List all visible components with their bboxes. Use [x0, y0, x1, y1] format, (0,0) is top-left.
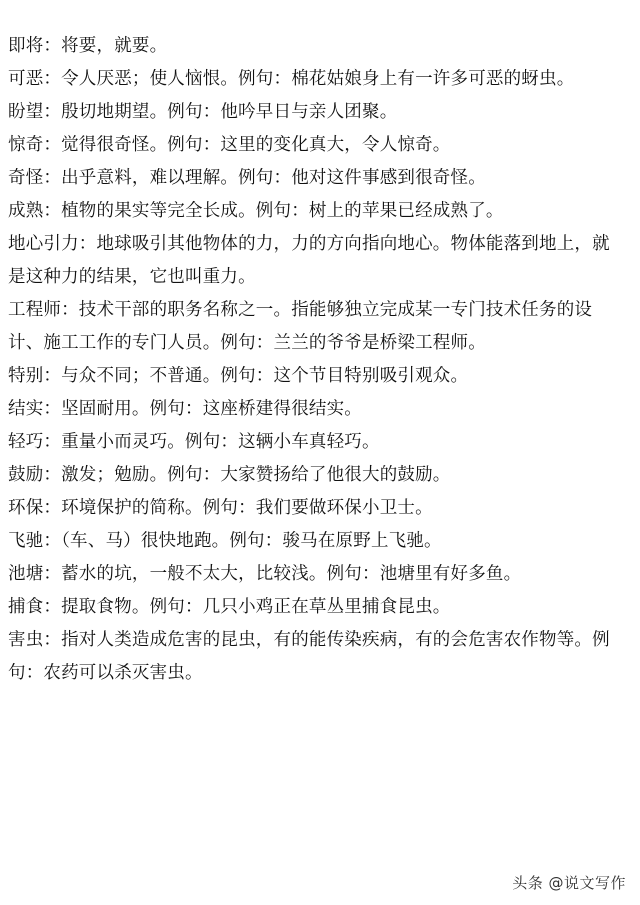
watermark: 头条 @说文写作 [512, 874, 626, 892]
entry-feichi: 飞驰：（车、马）很快地跑。例句：骏马在原野上飞驰。 [8, 531, 442, 551]
entry-bushi: 捕食：提取食物。例句：几只小鸡正在草丛里捕食昆虫。 [8, 597, 451, 617]
entry-jijiang: 即将：将要，就要。 [8, 36, 168, 56]
entry-panwang: 盼望：殷切地期望。例句：他吟早日与亲人团聚。 [8, 102, 398, 122]
entry-tebie: 特别：与众不同；不普通。例句：这个节目特别吸引观众。 [8, 366, 469, 386]
entry-kewu: 可恶：令人厌恶；使人恼恨。例句：棉花姑娘身上有一许多可恶的蚜虫。 [8, 69, 575, 89]
entry-qiguai: 奇怪：出乎意料，难以理解。例句：他对这件事感到很奇怪。 [8, 168, 486, 188]
entry-chitang: 池塘：蓄水的坑，一般不太大，比较浅。例句：池塘里有好多鱼。 [8, 564, 522, 584]
entry-qingqiao: 轻巧：重量小而灵巧。例句：这辆小车真轻巧。 [8, 432, 380, 452]
entry-guli: 鼓励：激发；勉励。例句：大家赞扬给了他很大的鼓励。 [8, 465, 451, 485]
vocabulary-list [8, 30, 626, 690]
entry-dixinyinli: 地心引力：地球吸引其他物体的力，力的方向指向地心。物体能落到地上，就是这种力的结果，它也叫重力。 [8, 234, 610, 287]
entry-huanbao: 环保：环境保护的简称。例句：我们要做环保小卫士。 [8, 498, 433, 518]
entry-jingqi: 惊奇：觉得很奇怪。例句：这里的变化真大，令人惊奇。 [8, 135, 451, 155]
entry-chengshu: 成熟：植物的果实等完全长成。例句：树上的苹果已经成熟了。 [8, 201, 504, 221]
entry-jieshi: 结实：坚固耐用。例句：这座桥建得很结实。 [8, 399, 362, 419]
entry-haichong: 害虫：指对人类造成危害的昆虫，有的能传染疾病，有的会危害农作物等。例句：农药可以杀灭害虫。 [8, 630, 610, 683]
entry-gongchengshi: 工程师：技术干部的职务名称之一。指能够独立完成某一专门技术任务的设计、施工工作的专门人员。例句：兰兰的爷爷是桥梁工程师。 [8, 300, 593, 353]
